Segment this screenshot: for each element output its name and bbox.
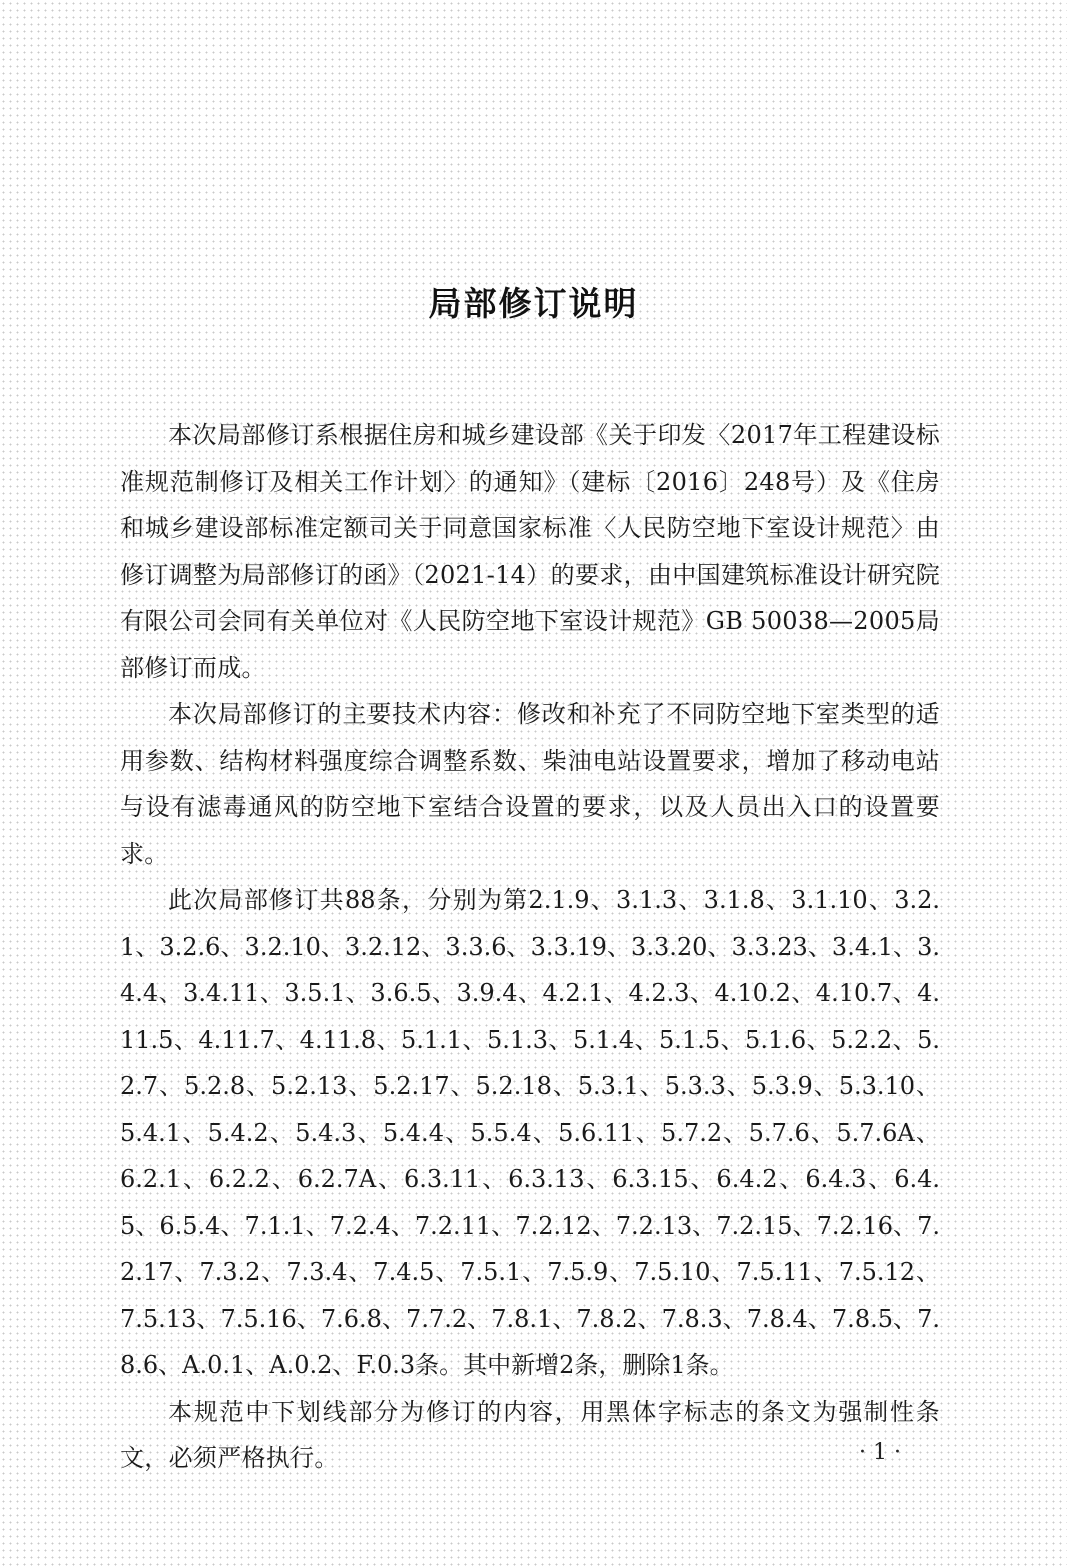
paragraph-revision-basis: 本次局部修订系根据住房和城乡建设部《关于印发〈2017年工程建设标准规范制修订及相关工作计划〉的通知》（建标〔2016〕248号）及《住房和城乡建设部标准定额司关于同意国家标准〈人民防空地下室设计规范〉由修订调整为局部修订的函》（2021-14）的要求，由中国建筑标准设计研究院有限公司会同有关单位对《人民防空地下室设计规范》GB 50038—2005局部修订而成。: [120, 421, 940, 682]
document-body: [120, 412, 940, 1482]
paragraph-revised-clauses: 此次局部修订共88条，分别为第2.1.9、3.1.3、3.1.8、3.1.10、3.2.1、3.2.6、3.2.10、3.2.12、3.3.6、3.3.19、3.3.20、3.3.23、3.4.1、3.4.4、3.4.11、3.5.1、3.6.5、3.9.4、4.2.1、4.2.3、4.10.2、4.10.7、4.11.5、4.11.7、4.11.8、5.1.1、5.1.3、5.1.4、5.1.5、5.1.6、5.2.2、5.2.7、5.2.8、5.2.13、5.2.17、5.2.18、5.3.1、5.3.3、5.3.9、5.3.10、5.4.1、5.4.2、5.4.3、5.4.4、5.5.4、5.6.11、5.7.2、5.7.6、5.7.6A、6.2.1、6.2.2、6.2.7A、6.3.11、6.3.13、6.3.15、6.4.2、6.4.3、6.4.5、6.5.4、7.1.1、7.2.4、7.2.11、7.2.12、7.2.13、7.2.15、7.2.16、7.2.17、7.3.2、7.3.4、7.4.5、7.5.1、7.5.9、7.5.10、7.5.11、7.5.12、7.5.13、7.5.16、7.6.8、7.7.2、7.8.1、7.8.2、7.8.3、7.8.4、7.8.5、7.8.6、A.0.1、A.0.2、F.0.3条。其中新增2条，删除1条。: [120, 886, 940, 1379]
paragraph-technical-content: 本次局部修订的主要技术内容：修改和补充了不同防空地下室类型的适用参数、结构材料强度综合调整系数、柴油电站设置要求，增加了移动电站与设有滤毒通风的防空地下室结合设置的要求，以及人员出入口的设置要求。: [120, 700, 940, 868]
paragraph-mandatory-note: 本规范中下划线部分为修订的内容，用黑体字标志的条文为强制性条文，必须严格执行。: [120, 1397, 940, 1472]
page-number: · 1 ·: [859, 1440, 901, 1465]
page-title: 局部修订说明: [428, 284, 639, 323]
